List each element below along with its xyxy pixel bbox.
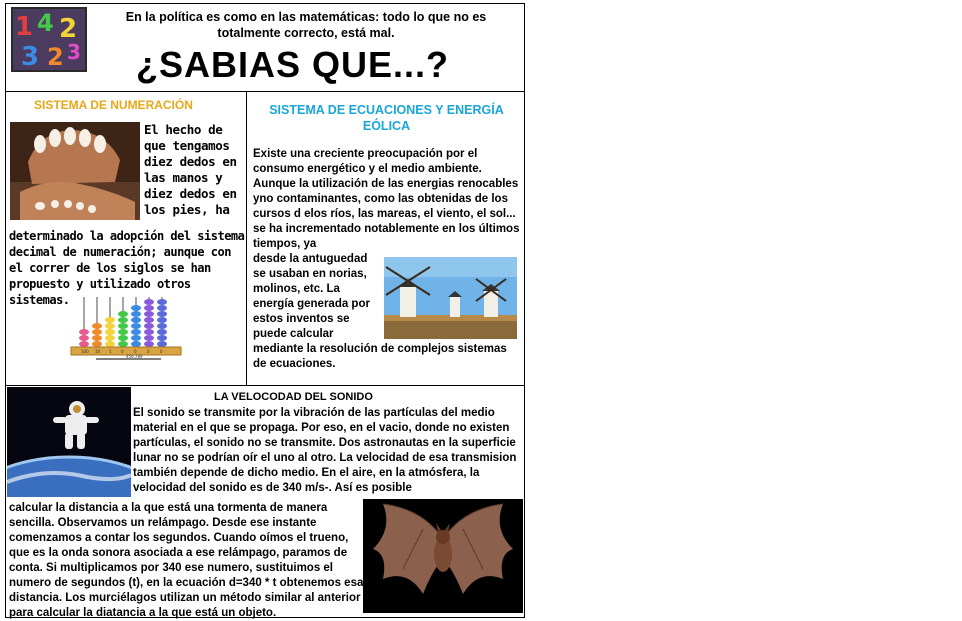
- numeracion-text-2: determinado la adopción del sistema decimal de numeración; aunque con el correr de los siglos se han propuesto y utilizado otros sistemas.: [9, 229, 245, 307]
- windmills-photo: [384, 257, 517, 339]
- sonido-title: LA VELOCODAD DEL SONIDO: [214, 391, 373, 403]
- svg-text:1: 1: [109, 349, 112, 354]
- sonido-text-2: calcular la distancia a la que está una tormenta de manera sencilla. Observamos un relámpago. Desde ese instante comenzamos a contar los segundos. Cuando oímos el trueno, que es la onda sonora asociada a ese relámpago, paramos de conta. Si multiplicamos por 340 ese numero, sustituimos el numero de segundos (t), en la ecuación d=340 * t obtenemos esa distancia. Los murciélagos utilizan un método similar al anterior para calcular la diatancia a la que está un objeto.: [9, 502, 364, 619]
- logo-digit-2: 2: [59, 14, 78, 44]
- numeracion-text-1: El hecho de que tengamos diez dedos en las manos y diez dedos en los pies, ha: [144, 122, 237, 217]
- sonido-panel: [5, 385, 525, 618]
- ecuaciones-text-2: desde la antuguedad se usaban en norias, molinos, etc. La energía generada por estos inventos se puede calcular: [253, 253, 370, 340]
- numeracion-title: SISTEMA DE NUMERACIÓN: [34, 98, 193, 112]
- bat-photo: [363, 499, 523, 613]
- svg-text:100: 100: [81, 349, 89, 354]
- astronaut-photo: [7, 387, 131, 497]
- svg-text:0: 0: [134, 349, 137, 354]
- svg-text:0: 0: [160, 349, 163, 354]
- ecuaciones-panel: [246, 91, 525, 386]
- hands-feet-photo: [10, 122, 140, 220]
- svg-text:2: 2: [47, 43, 64, 71]
- svg-text:456.789: 456.789: [126, 354, 143, 359]
- logo-digit-1: 1: [15, 12, 34, 42]
- numbers-logo-icon: [11, 7, 87, 72]
- svg-text:0: 0: [121, 349, 124, 354]
- header-quote: En la política es como en las matemáticas: todo lo que no es totalmente correcto, está mal.: [125, 10, 487, 40]
- logo-digit-4: 4: [37, 9, 54, 37]
- logo-digit-3: 3: [21, 42, 40, 72]
- page-title: ¿SABIAS QUE...?: [136, 44, 450, 85]
- ecuaciones-title: SISTEMA DE ECUACIONES Y ENERGÍA EÓLICA: [269, 103, 504, 133]
- sonido-text-1: El sonido se transmite por la vibración de las partículas del medio material en el que se propaga. Por eso, en el vacio, donde no existen partículas, el sonido no se transmite. Dos astronautas en la superficie lunar no se podrían oír el uno al otro. La velocidad de esa transmision también depende de dicho medio. En el aire, en la atmósfera, la velocidad del sonido es de 340 m/s-. Así es posible: [133, 407, 517, 494]
- svg-text:3: 3: [67, 40, 81, 64]
- abacus-illustration: [66, 292, 186, 364]
- header-panel: [5, 3, 525, 92]
- ecuaciones-text-1: Existe una creciente preocupación por el consumo energético y el medio ambiente. Aunque la utilización de las energias renocables yno contaminantes, como las obtenidas de los cursos d elos ríos, las mareas, el viento, el sol... se ha incrementado notablemente en los últimos tiempos, ya: [253, 148, 520, 250]
- numeracion-panel: [5, 91, 247, 386]
- ecuaciones-text-3: mediante la resolución de complejos sistemas de ecuaciones.: [253, 343, 507, 370]
- svg-text:10: 10: [95, 349, 101, 354]
- svg-text:0: 0: [147, 349, 150, 354]
